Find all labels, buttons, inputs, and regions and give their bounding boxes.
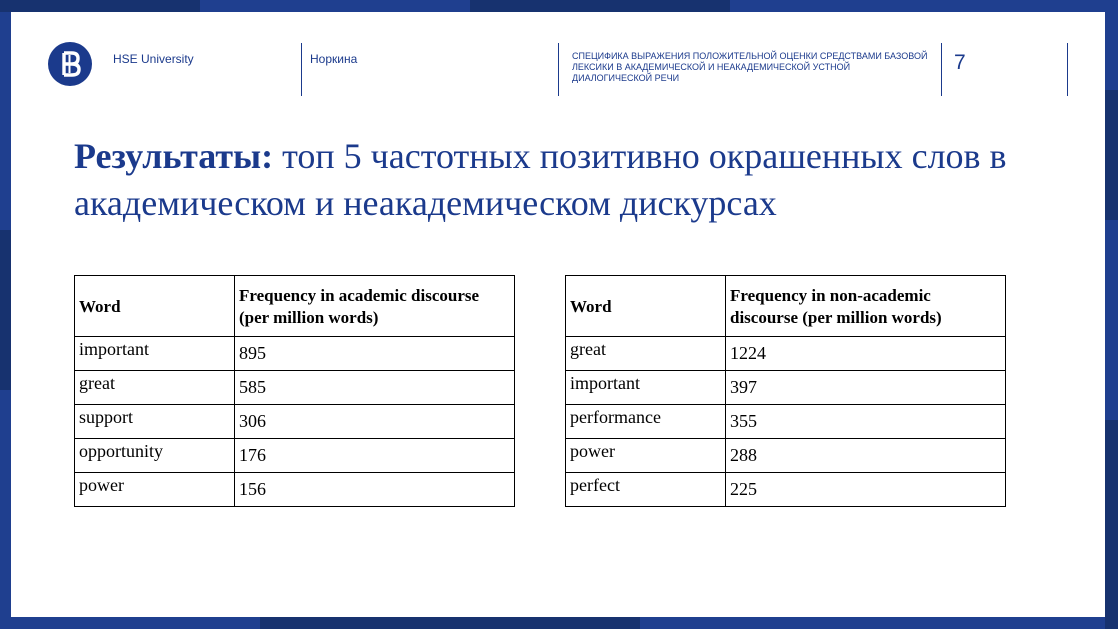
nonacademic-frequency-table xyxy=(565,275,1006,507)
table-row xyxy=(75,337,515,371)
word-cell: opportunity xyxy=(75,439,235,473)
frame-block xyxy=(1105,90,1118,220)
word-cell: support xyxy=(75,405,235,439)
table-row xyxy=(566,405,1006,439)
word-cell: important xyxy=(75,337,235,371)
word-cell: perfect xyxy=(566,473,726,507)
frequency-cell: 288 xyxy=(726,439,1006,473)
frame-block xyxy=(0,230,11,390)
word-cell: power xyxy=(75,473,235,507)
table-row xyxy=(566,371,1006,405)
table-row xyxy=(75,405,515,439)
slide-title-lead: Результаты: xyxy=(74,136,274,176)
word-cell: important xyxy=(566,371,726,405)
header-divider xyxy=(301,43,302,96)
academic-frequency-table xyxy=(74,275,515,507)
word-cell: power xyxy=(566,439,726,473)
word-cell: performance xyxy=(566,405,726,439)
frequency-cell: 225 xyxy=(726,473,1006,507)
table-row xyxy=(75,439,515,473)
table-header-row xyxy=(566,276,1006,337)
table-row xyxy=(566,337,1006,371)
word-cell: great xyxy=(566,337,726,371)
frame-block xyxy=(0,0,200,12)
frequency-cell: 585 xyxy=(235,371,515,405)
slide xyxy=(11,12,1105,617)
frame-block xyxy=(260,617,640,629)
slide-title xyxy=(74,133,1084,227)
header-divider xyxy=(1067,43,1068,96)
presentation-topic: СПЕЦИФИКА ВЫРАЖЕНИЯ ПОЛОЖИТЕЛЬНОЙ ОЦЕНКИ СРЕДСТВАМИ БАЗОВОЙ ЛЕКСИКИ В АКАДЕМИЧЕСКОЙ И НЕАКАДЕМИЧЕСКОЙ УСТНОЙ ДИАЛОГИЧЕСКОЙ РЕЧИ xyxy=(572,51,928,83)
word-cell: great xyxy=(75,371,235,405)
table-row xyxy=(75,371,515,405)
column-header-frequency: Frequency in academic discourse (per million words) xyxy=(235,276,515,337)
frequency-cell: 1224 xyxy=(726,337,1006,371)
header-divider xyxy=(941,43,942,96)
frequency-cell: 306 xyxy=(235,405,515,439)
table-row xyxy=(566,473,1006,507)
frequency-cell: 176 xyxy=(235,439,515,473)
frequency-cell: 355 xyxy=(726,405,1006,439)
column-header-frequency: Frequency in non-academic discourse (per million words) xyxy=(726,276,1006,337)
hse-logo-icon xyxy=(48,42,92,86)
frequency-cell: 156 xyxy=(235,473,515,507)
table-row xyxy=(75,473,515,507)
frame-block xyxy=(1105,420,1118,629)
table-row xyxy=(566,439,1006,473)
table-header-row xyxy=(75,276,515,337)
frequency-cell: 397 xyxy=(726,371,1006,405)
column-header-word: Word xyxy=(75,276,235,337)
page-number: 7 xyxy=(954,51,966,74)
slide-title-text: топ 5 частотных позитивно окрашенных слов в академическом и неакадемическом дискурсах xyxy=(74,136,1007,223)
frequency-cell: 895 xyxy=(235,337,515,371)
frame-block xyxy=(470,0,730,12)
column-header-word: Word xyxy=(566,276,726,337)
header-divider xyxy=(558,43,559,96)
author-name: Норкина xyxy=(310,52,358,66)
university-name: HSE University xyxy=(113,52,194,66)
